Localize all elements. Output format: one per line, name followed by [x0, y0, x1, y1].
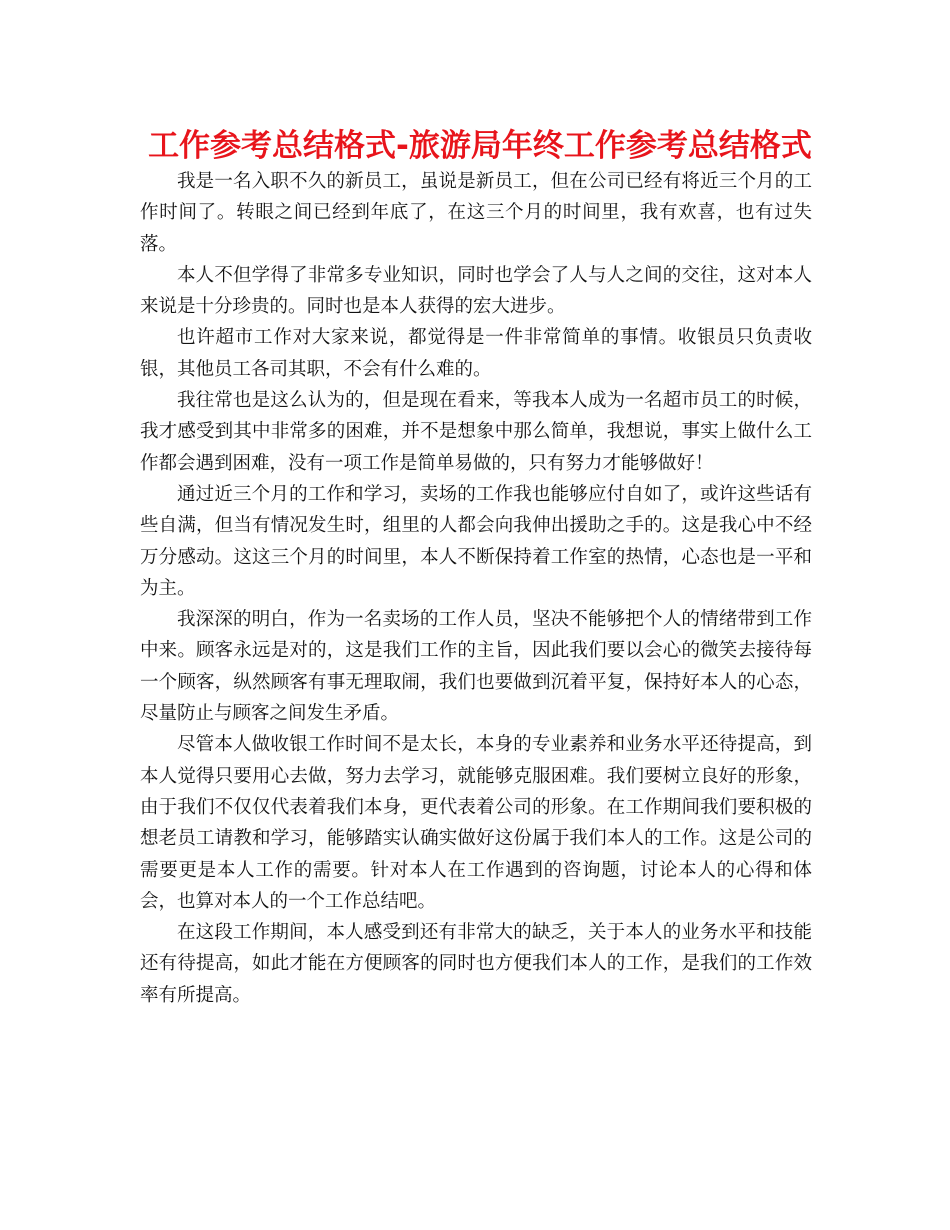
paragraph: 本人不但学得了非常多专业知识，同时也学会了人与人之间的交往，这对本人来说是十分珍贵的。同时也是本人获得的宏大进步。 [140, 264, 812, 318]
paragraph: 我是一名入职不久的新员工，虽说是新员工，但在公司已经有将近三个月的工作时间了。转眼之间已经到年底了，在这三个月的时间里，我有欢喜，也有过失落。 [140, 171, 812, 255]
paragraph: 在这段工作期间，本人感受到还有非常大的缺乏，关于本人的业务水平和技能还有待提高，如此才能在方便顾客的同时也方便我们本人的工作，是我们的工作效率有所提高。 [140, 922, 812, 1006]
document-title: 工作参考总结格式-旅游局年终工作参考总结格式 [148, 128, 812, 164]
document-body [140, 166, 812, 1011]
paragraph: 也许超市工作对大家来说，都觉得是一件非常简单的事情。收银员只负责收银，其他员工各司其职，不会有什么难的。 [140, 327, 812, 380]
paragraph: 通过近三个月的工作和学习，卖场的工作我也能够应付自如了，或许这些话有些自满，但当有情况发生时，组里的人都会向我伸出援助之手的。这是我心中不经万分感动。这这三个月的时间里，本人不断保持着工作室的热情，心态也是一平和为主。 [140, 483, 812, 599]
paragraph: 我深深的明白，作为一名卖场的工作人员，坚决不能够把个人的情绪带到工作中来。顾客永远是对的，这是我们工作的主旨，因此我们要以会心的微笑去接待每一个顾客，纵然顾客有事无理取闹，我们也要做到沉着平复，保持好本人的心态，尽量防止与顾客之间发生矛盾。 [140, 609, 812, 725]
paragraph: 尽管本人做收银工作时间不是太长，本身的专业素养和业务水平还待提高，到本人觉得只要用心去做，努力去学习，就能够克服困难。我们要树立良好的形象，由于我们不仅仅代表着我们本身，更代表着公司的形象。在工作期间我们要积极的想老员工请教和学习，能够踏实认确实做好这份属于我们本人的工作。这是公司的需要更是本人工作的需要。针对本人在工作遇到的咨询题，讨论本人的心得和体会，也算对本人的一个工作总结吧。 [140, 734, 812, 912]
paragraph: 我往常也是这么认为的，但是现在看来，等我本人成为一名超市员工的时候，我才感受到其中非常多的困难，并不是想象中那么简单，我想说，事实上做什么工作都会遇到困难，没有一项工作是简单易做的，只有努力才能够做好！ [140, 390, 812, 474]
